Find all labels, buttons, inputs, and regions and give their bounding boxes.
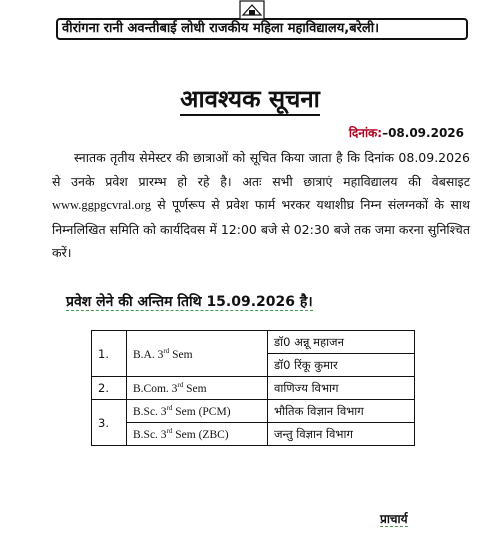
committee-member: जन्तु विज्ञान विभाग [268,423,415,446]
table-row [92,377,415,400]
committee-member: डॉ0 रिंकू कुमार [268,354,415,377]
college-logo-icon [239,0,265,20]
last-date-text: प्रवेश लेने की अन्तिम तिथि 15.09.2026 है। [66,294,313,310]
committee-member: भौतिक विज्ञान विभाग [268,400,415,423]
committee-table [91,330,415,446]
row-number: 2. [92,377,127,400]
course-name: B.Sc. 3rd Sem (ZBC) [127,423,268,446]
body-text-2: से पूर्णरूप से प्रवेश फार्म भरकर यथाशीघ्र निम्न संलग्नकों के साथ निम्नलिखित समिति को कार्यदिवस में 12:00 बजे से 02:30 बजे तक जमा करना सुनिश्चित करें। [52,197,470,260]
committee-member: वाणिज्य विभाग [268,377,415,400]
course-name: B.Com. 3rd Sem [127,377,268,400]
date-label: दिनांक: [348,126,383,140]
table-row [92,331,415,354]
notice-title: आवश्यक सूचना [0,82,500,115]
row-number: 1. [92,331,127,377]
course-name: B.Sc. 3rd Sem (PCM) [127,400,268,423]
website-link: www.ggpgcvral.org [52,198,151,212]
date-value: –08.09.2026 [382,126,464,140]
notice-body [52,146,470,265]
row-number: 3. [92,400,127,446]
table-row [92,423,415,446]
principal-signature: प्राचार्य [380,512,408,526]
committee-member: डॉ0 अन्नू महाजन [268,331,415,354]
body-text-1: स्नातक तृतीय सेमेस्टर की छात्राओं को सूचित किया जाता है कि दिनांक 08.09.2026 से उनके प्रवेश प्रारम्भ हो रहे है। अतः सभी छात्राएं महाविद्यालय की वेबसाइट [52,150,470,189]
course-name: B.A. 3rd Sem [127,331,268,377]
college-name: वीरांगना रानी अवन्तीबाई लोधी राजकीय महिला महाविद्यालय,बरेली। [62,21,380,36]
college-header [56,18,468,40]
notice-date [349,124,464,141]
last-date-notice [66,292,313,311]
table-row [92,400,415,423]
